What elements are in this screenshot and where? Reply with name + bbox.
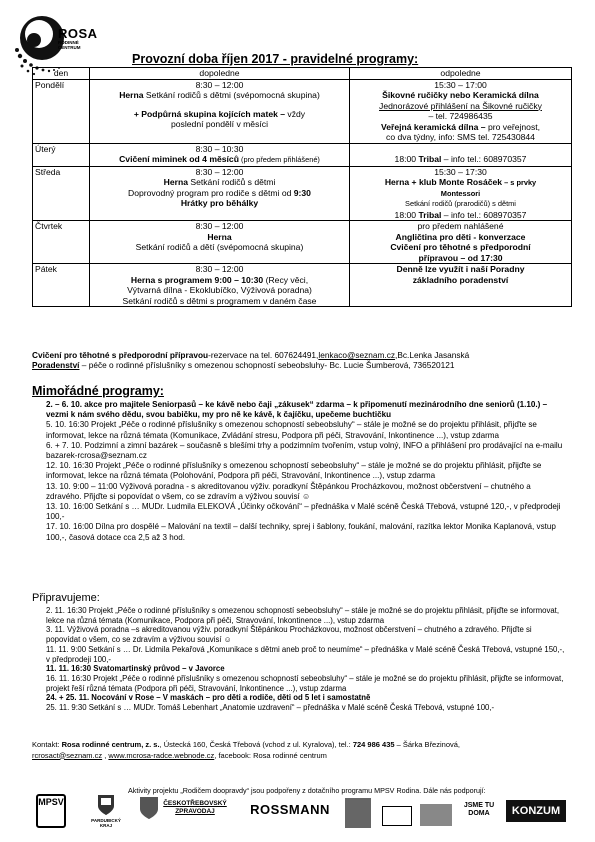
time: 8:30 – 10:30: [195, 143, 244, 154]
program-desc: Setkání rodičů (prarodičů) s dětmi: [405, 199, 516, 208]
program-desc: Montessori: [440, 188, 481, 198]
program-desc: – s prvky: [502, 178, 537, 187]
time: 15:30 – 17:30: [434, 166, 487, 177]
morning-cell: [90, 166, 350, 221]
morning-cell: [90, 79, 350, 143]
mpsv-logo: MPSV: [36, 794, 66, 828]
sponsor-text: Aktivity projektu „Rodičem doopravdy“ jsou podpořeny z dotačního programu MPSV Rodina. Dále nás podporují:: [128, 786, 486, 795]
program-name: Veřejná keramická dílna –: [380, 121, 486, 132]
list-item: 13. 10. 16:00 Setkání s … MUDr. Ludmila ELEKOVÁ „Účinky očkování“ – přednáška v Malé scéně Česká Třebová, vstupné 120,-, v předprodeji 100,-: [46, 502, 561, 522]
list-item: 17. 10. 16:00 Dílna pro dospělé – Malování na textil – další techniky, sprej i šablony, foukání, malování, razítka lektor Monika Kaplanová, vstup 100,-, časová dotace cca 2,5 až 3 hod.: [46, 522, 556, 542]
time: 15:30 – 17:00: [434, 79, 487, 90]
program-desc: Výtvarná dílna - Ekoklubíčko, Výživová poradna): [127, 285, 312, 295]
program-desc: – info tel.: 608970357: [441, 154, 527, 164]
day-cell: Úterý: [33, 143, 90, 166]
table-row: [33, 221, 572, 264]
sponsor-logo: [420, 804, 452, 826]
header-afternoon: odpoledne: [350, 68, 572, 80]
rossmann-logo: ROSSMANN: [250, 802, 330, 817]
program-desc: Setkání rodičů s dětmi s programem v daném čase: [122, 295, 317, 306]
sponsor-logo: [382, 806, 412, 826]
time: 9:00 – 10:30: [212, 274, 264, 285]
afternoon-cell: [350, 221, 572, 264]
list-item: 13. 10. 9:00 – 11:00 Výživová poradna - s akreditovanou výživ. poradkyní Štěpánkou Procházkovou, možnost občerstvení – chutného a zdravého. Přijďte si popovídat o všem, co se zdravím a výživou souvisí ☺: [46, 481, 531, 501]
logo-name: ROSA: [58, 26, 98, 41]
extra-programs-list: [46, 400, 566, 543]
program-name: Tribal: [418, 154, 442, 164]
list-item: 16. 11. 16:30 Projekt „Péče o rodinné příslušníky s omezenou schopností sebeobsluhy“ – stále je možné se do projektu přihlásit, přijďte se informovat, projekt řeší různá témata (Podpora při péči, Stravování, Inkontinence ...), vstup zdarma: [46, 673, 564, 693]
header-morning: dopoledne: [90, 68, 350, 80]
program-name: Denně lze využít i naší Poradny: [396, 264, 525, 274]
program-desc: Jednorázové přihlášení na Šikovné ručičky: [379, 100, 542, 111]
program-name: Herna: [207, 231, 232, 242]
upcoming-list: [46, 606, 566, 713]
day-cell: Středa: [33, 166, 90, 221]
afternoon-cell: [350, 79, 572, 143]
header-day: den: [33, 68, 90, 80]
program-desc: Setkání rodičů s dětmi: [187, 177, 276, 187]
morning-cell: [90, 264, 350, 307]
list-item: 2. 11. 16:30 Projekt „Péče o rodinné příslušníky s omezenou schopností sebeobsluhy“ – stále je možné se do projektu přihlásit, přijďte se informovat, lekce na různá témata (Komunikace, Podpora při péči, Stravování, Inkontinence ...), vstup zdarma: [46, 606, 560, 625]
page-title: Provozní doba říjen 2017 - pravidelné programy:: [132, 52, 419, 66]
day-cell: Pondělí: [33, 79, 90, 143]
table-row: [33, 264, 572, 307]
program-desc: co dva týdny, info: SMS tel. 725430844: [386, 132, 535, 142]
section-heading-upcoming: Připravujeme:: [32, 592, 100, 604]
program-desc: Setkání rodičů a dětí (svépomocná skupina): [135, 242, 304, 252]
sponsor-logos: MPSV PARDUBICKÝ KRAJ ČESKOTŘEBOVSKÝ ZPRAVODAJ ROSSMANN JSME TU DOMA KONZUM: [30, 794, 570, 836]
program-desc: pro veřejnost,: [485, 121, 541, 132]
town-logo: [345, 798, 371, 828]
program-name: + Podpůrná skupina kojících matek –: [133, 108, 286, 119]
program-name: přípravou – od 17:30: [418, 252, 503, 263]
list-item: 5. 10. 16:30 Projekt „Péče o rodinné příslušníky s omezenou schopností sebeobsluhy“ – stále je možné se do projektu přihlásit, přijďte se informovat, lekce na různá témata (Komunikace, Zvládání stresu, Podpora při péči, Stravování, Inkontinence ...), vstup zdarma: [46, 420, 537, 440]
time: 8:30 – 12:00: [195, 264, 244, 274]
time: 9:30: [293, 187, 311, 198]
day-cell: Pátek: [33, 264, 90, 307]
logo-subtitle: RODINNÉ CENTRUM: [58, 40, 81, 50]
section-heading-extra-programs: Mimořádné programy:: [32, 384, 164, 398]
list-item: 6. + 7. 10. Podzimní a zimní bazárek – současně s blešími trhy a podzimním tvořením, vstup volný, INFO a přihlášení pro prodávající na e-mailu bazarek-rcrosa@seznam.cz: [46, 440, 563, 461]
list-item: 12. 10. 16:30 Projekt „Péče o rodinné příslušníky s omezenou schopností sebeobsluhy“ – stále je možné se do projektu přihlásit, přijďte se informovat, lekce na různá témata (Polohování, Podpora při péči, Stravování, Inkontinence ...), vstup zdarma: [46, 461, 542, 481]
program-desc: pro předem nahlášené: [417, 221, 504, 231]
list-item: 2. – 6. 10. akce pro majitele Seniorpasů – ke kávě nebo čaji „zákusek“ zdarma – k připomenutí mezinárodního dne seniorů (1.10.) – vezmi k nám svého dědu, svou babičku, my pro ně ke kávě, k čajíčku, upečeme buchtičku: [46, 400, 548, 420]
morning-cell: [90, 221, 350, 264]
program-name: Cvičení miminek od 4 měsíců: [119, 154, 239, 164]
program-desc: – tel. 724986435: [428, 111, 493, 121]
program-name: Cvičení pro těhotné s předporodní: [390, 242, 531, 252]
program-name: Angličtina pro děti - konverzace: [395, 231, 526, 242]
table-row: [33, 166, 572, 221]
list-item: 25. 11. 9:30 Setkání s … MUDr. Tomáš Lebenhart „Anatomie uzdravení“ – přednáška v Malé scéně Česká Třebová, vstupné 100,-: [46, 703, 495, 713]
contact-info: Kontakt: Rosa rodinné centrum, z. s., Ústecká 160, Česká Třebová (vchod z ul. Kyralova), tel.: 724 986 435 – Šárka Březinová, rcrosact@seznam.cz , www.mcrosa-radce.webnode.cz, facebook: Rosa rodinné centrum: [32, 740, 460, 760]
program-name: Herna: [163, 177, 188, 187]
program-desc: (pro předem přihlášené): [238, 155, 320, 164]
list-item: 3. 11. Výživová poradna –s akreditovanou výživ. poradkyní Štěpánkou Procházkovou, možnost občerstvení – chutného a zdravého. Přijďte si popovídat o všem, co se zdravím a výživou souvisí ☺: [46, 625, 532, 645]
program-name: Šikovné ručičky nebo Keramická dílna: [382, 90, 539, 100]
day-cell: Čtvrtek: [33, 221, 90, 264]
program-desc: poslední pondělí v měsíci: [171, 119, 268, 129]
web-link[interactable]: www.mcrosa-radce.webnode.cz: [108, 750, 215, 760]
program-name: Herna: [119, 90, 144, 100]
program-name: Hrátky pro běhálky: [180, 198, 259, 208]
email-link[interactable]: lenkaco@seznam.cz: [318, 350, 396, 360]
program-desc: – info tel.: 608970357: [441, 209, 527, 220]
time: 8:30 – 12:00: [195, 79, 244, 90]
program-name: Herna + klub Monte Rosáček: [384, 177, 503, 187]
time: 18:00: [394, 209, 419, 220]
konzum-logo: KONZUM: [506, 800, 566, 822]
notes: [32, 350, 577, 370]
schedule-table: [32, 67, 572, 307]
list-item: 11. 11. 9:00 Setkání s … Dr. Lidmila Pekařová „Komunikace s dětmi aneb proč to neumíme“ – přednáška v Malé scéně Česká Třebová, vstupné 150,-, v předprodeji 100,-: [46, 644, 565, 664]
list-item: 24. + 25. 11. Nocování v Rose – V maskách – pro děti a rodiče, děti od 5 let i samostatně: [46, 693, 371, 703]
note-line: Cvičení pro těhotné s předporodní přípravou-rezervace na tel. 607624491,lenkaco@seznam.cz,Bc.Lenka Jasanská: [32, 350, 470, 360]
program-desc: (Recy věci,: [263, 274, 309, 285]
phone[interactable]: 724 986 435: [352, 740, 395, 749]
afternoon-cell: [350, 143, 572, 166]
program-name: základního poradenství: [412, 274, 509, 285]
program-desc: vždy: [285, 108, 306, 119]
note-line: Poradenství – péče o rodinné příslušníky s omezenou schopností sebeobsluhy- Bc. Lucie Šumberová, 736520121: [32, 360, 455, 371]
program-name: Herna s programem: [130, 274, 213, 285]
program-desc: Setkání rodičů s dětmi (svépomocná skupina): [143, 90, 320, 100]
time: 8:30 – 12:00: [195, 166, 244, 177]
afternoon-cell: [350, 264, 572, 307]
list-item: 11. 11. 16:30 Svatomartinský průvod – v Javorce: [46, 664, 225, 674]
afternoon-cell: [350, 166, 572, 221]
time: 18:00: [394, 154, 419, 164]
time: 8:30 – 12:00: [195, 221, 244, 231]
program-desc: Doprovodný program pro rodiče s dětmi od: [128, 187, 294, 198]
table-row: [33, 79, 572, 143]
program-name: Tribal: [418, 209, 442, 220]
table-row: [33, 143, 572, 166]
morning-cell: [90, 143, 350, 166]
email-link[interactable]: rcrosact@seznam.cz: [32, 750, 103, 760]
jsme-tu-doma-logo: JSME TU DOMA: [463, 802, 495, 817]
table-header-row: [33, 68, 572, 80]
pardubice-region-logo: PARDUBICKÝ KRAJ: [86, 794, 126, 828]
